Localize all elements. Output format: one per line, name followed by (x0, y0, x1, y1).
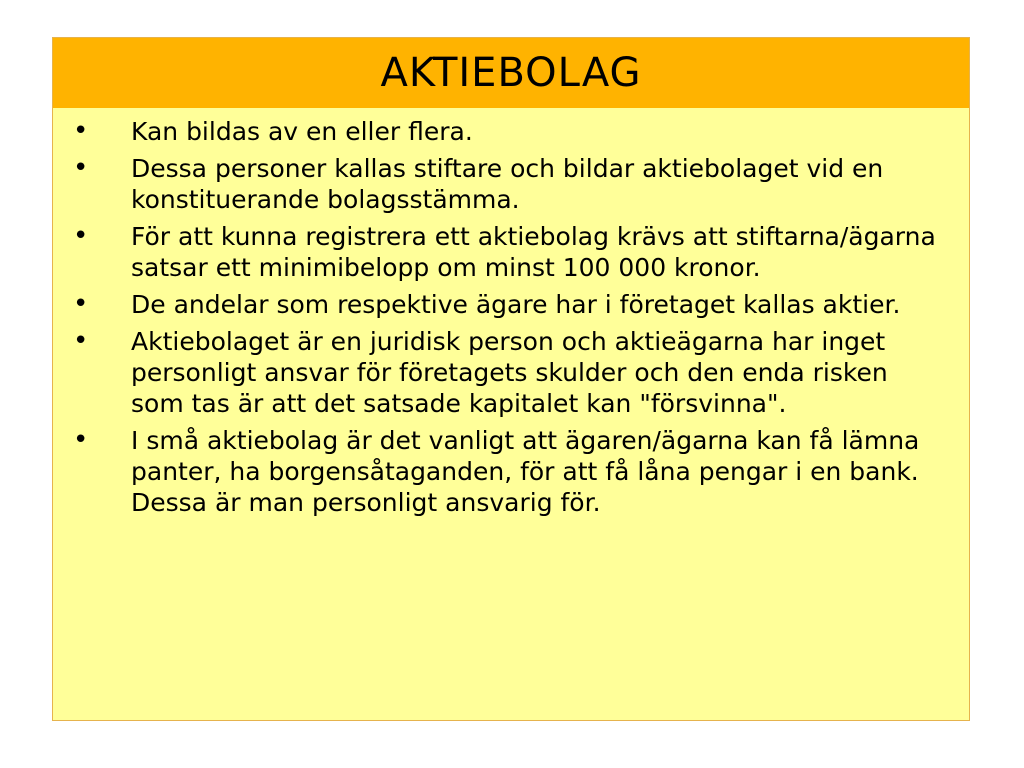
bullet-text: I små aktiebolag är det vanligt att ägaren/ägarna kan få lämna panter, ha borgensåtaganden, för att få låna pengar i en bank. Dessa är man personligt ansvarig för. (131, 426, 920, 517)
bullet-icon: • (73, 153, 89, 183)
bullet-item (73, 153, 943, 215)
bullet-item (73, 289, 943, 320)
bullet-item (73, 326, 943, 419)
bullet-icon: • (73, 221, 89, 251)
bullet-text: De andelar som respektive ägare har i företaget kallas aktier. (131, 290, 901, 319)
bullet-icon: • (73, 425, 89, 455)
title-bar (53, 38, 969, 108)
bullet-icon: • (73, 289, 89, 319)
bullet-text: Kan bildas av en eller flera. (131, 117, 473, 146)
bullet-item (73, 116, 943, 147)
bullet-text: För att kunna registrera ett aktiebolag krävs att stiftarna/ägarna satsar ett minimibelopp om minst 100 000 kronor. (131, 222, 936, 282)
bullet-item (73, 425, 943, 518)
slide-content (73, 116, 943, 524)
bullet-icon: • (73, 326, 89, 356)
bullet-list (73, 116, 943, 518)
bullet-text: Aktiebolaget är en juridisk person och aktieägarna har inget personligt ansvar för företagets skulder och den enda risken som tas är att det satsade kapitalet kan "försvinna". (131, 327, 888, 418)
bullet-icon: • (73, 116, 89, 146)
slide-frame (52, 37, 970, 721)
slide-title: AKTIEBOLAG (380, 50, 642, 96)
bullet-item (73, 221, 943, 283)
bullet-text: Dessa personer kallas stiftare och bildar aktiebolaget vid en konstituerande bolagsstämma. (131, 154, 884, 214)
